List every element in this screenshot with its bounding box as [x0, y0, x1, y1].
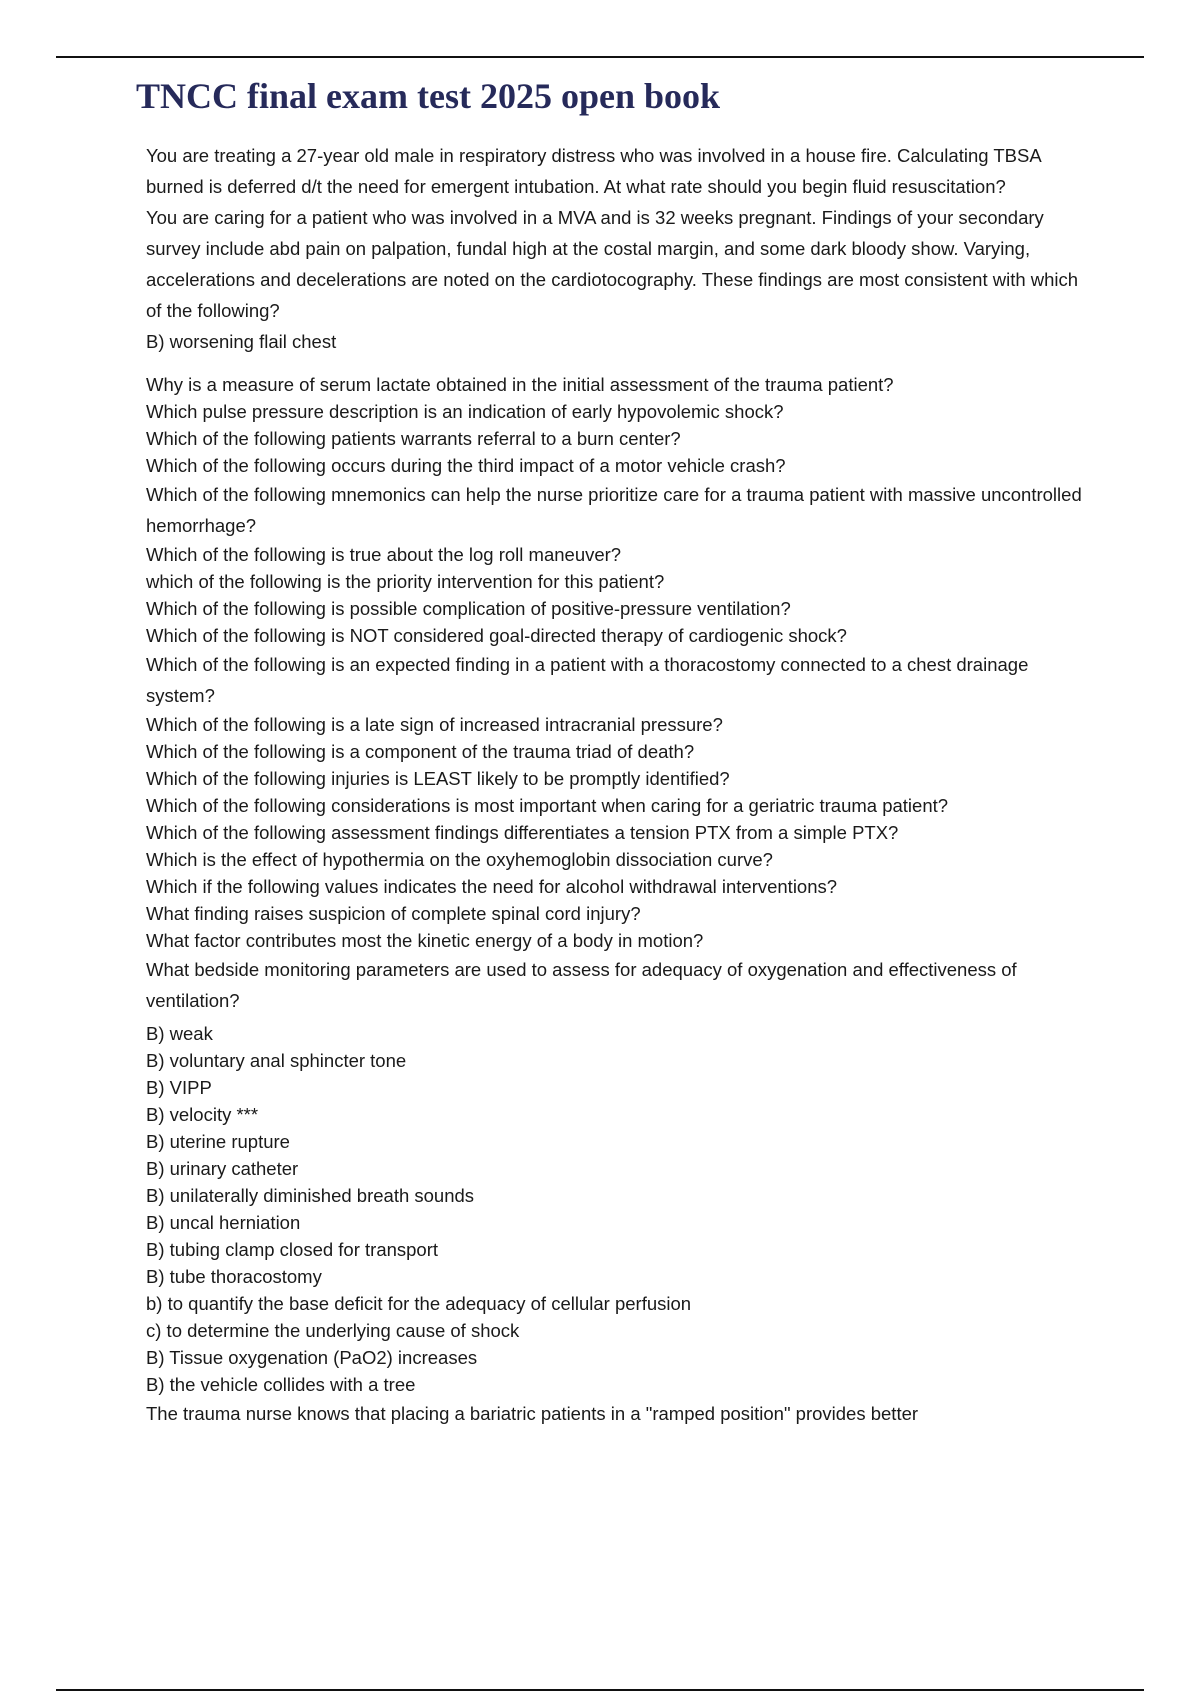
section-gap	[146, 357, 1086, 371]
answer-line: B) tubing clamp closed for transport	[146, 1239, 439, 1260]
intro-paragraph: You are caring for a patient who was involved in a MVA and is 32 weeks pregnant. Findings of your secondary survey include abd pain on palpation, fundal high at the costal margin, and some dark bloody show. Varying, accelerations and decelerations are noted on the cardiotocography. These findings are most consistent with which of the following?	[146, 207, 1079, 321]
answer-line: b) to quantify the base deficit for the adequacy of cellular perfusion	[146, 1293, 692, 1314]
question-line: Which pulse pressure description is an indication of early hypovolemic shock?	[146, 401, 784, 422]
answer-line: B) the vehicle collides with a tree	[146, 1374, 416, 1395]
question-line: Which of the following is true about the log roll maneuver?	[146, 544, 622, 565]
question-line: What finding raises suspicion of complete spinal cord injury?	[146, 903, 641, 924]
question-line: Which of the following assessment findings differentiates a tension PTX from a simple PTX?	[146, 822, 899, 843]
answer-line: B) urinary catheter	[146, 1158, 299, 1179]
answer-line: B) uterine rupture	[146, 1131, 290, 1152]
question-line: What bedside monitoring parameters are used to assess for adequacy of oxygenation and effectiveness of ventilation?	[146, 959, 1017, 1011]
answer-line: B) weak	[146, 1023, 213, 1044]
answer-line: B) voluntary anal sphincter tone	[146, 1050, 407, 1071]
answer-line: B) tube thoracostomy	[146, 1266, 322, 1287]
question-line: Why is a measure of serum lactate obtained in the initial assessment of the trauma patient?	[146, 374, 894, 395]
answer-list	[146, 1020, 1086, 1398]
question-line: Which of the following patients warrants referral to a burn center?	[146, 428, 681, 449]
question-line: Which of the following is NOT considered goal-directed therapy of cardiogenic shock?	[146, 625, 847, 646]
top-divider	[56, 56, 1144, 58]
answer-line: c) to determine the underlying cause of shock	[146, 1320, 520, 1341]
answer-line: B) Tissue oxygenation (PaO2) increases	[146, 1347, 478, 1368]
intro-paragraph: You are treating a 27-year old male in respiratory distress who was involved in a house fire. Calculating TBSA burned is deferred d/t the need for emergent intubation. At what rate should you begin fluid resuscitation?	[146, 145, 1041, 197]
answer-line: B) velocity ***	[146, 1104, 259, 1125]
bottom-divider	[56, 1689, 1144, 1691]
answer-line: B) VIPP	[146, 1077, 212, 1098]
question-line: which of the following is the priority intervention for this patient?	[146, 571, 665, 592]
question-line: What factor contributes most the kinetic energy of a body in motion?	[146, 930, 704, 951]
document-body	[146, 140, 1086, 1429]
question-line: Which of the following is a component of the trauma triad of death?	[146, 741, 695, 762]
question-line: Which of the following injuries is LEAST likely to be promptly identified?	[146, 768, 730, 789]
question-line: Which is the effect of hypothermia on the oxyhemoglobin dissociation curve?	[146, 849, 773, 870]
question-line: Which of the following considerations is most important when caring for a geriatric trauma patient?	[146, 795, 949, 816]
answer-line: B) uncal herniation	[146, 1212, 301, 1233]
question-line: Which of the following is a late sign of increased intracranial pressure?	[146, 714, 723, 735]
question-list	[146, 371, 1086, 1016]
answer-line: B) unilaterally diminished breath sounds	[146, 1185, 475, 1206]
question-line: Which of the following is an expected finding in a patient with a thoracostomy connected to a chest drainage system?	[146, 654, 1029, 706]
question-line: Which of the following occurs during the third impact of a motor vehicle crash?	[146, 455, 786, 476]
question-line: Which if the following values indicates the need for alcohol withdrawal interventions?	[146, 876, 838, 897]
question-line: Which of the following mnemonics can help the nurse prioritize care for a trauma patient with massive uncontrolled hemorrhage?	[146, 484, 1082, 536]
intro-answer: B) worsening flail chest	[146, 331, 337, 352]
page-title: TNCC final exam test 2025 open book	[136, 76, 721, 116]
question-line: Which of the following is possible complication of positive-pressure ventilation?	[146, 598, 791, 619]
closing-line: The trauma nurse knows that placing a bariatric patients in a "ramped position" provides better	[146, 1403, 919, 1424]
